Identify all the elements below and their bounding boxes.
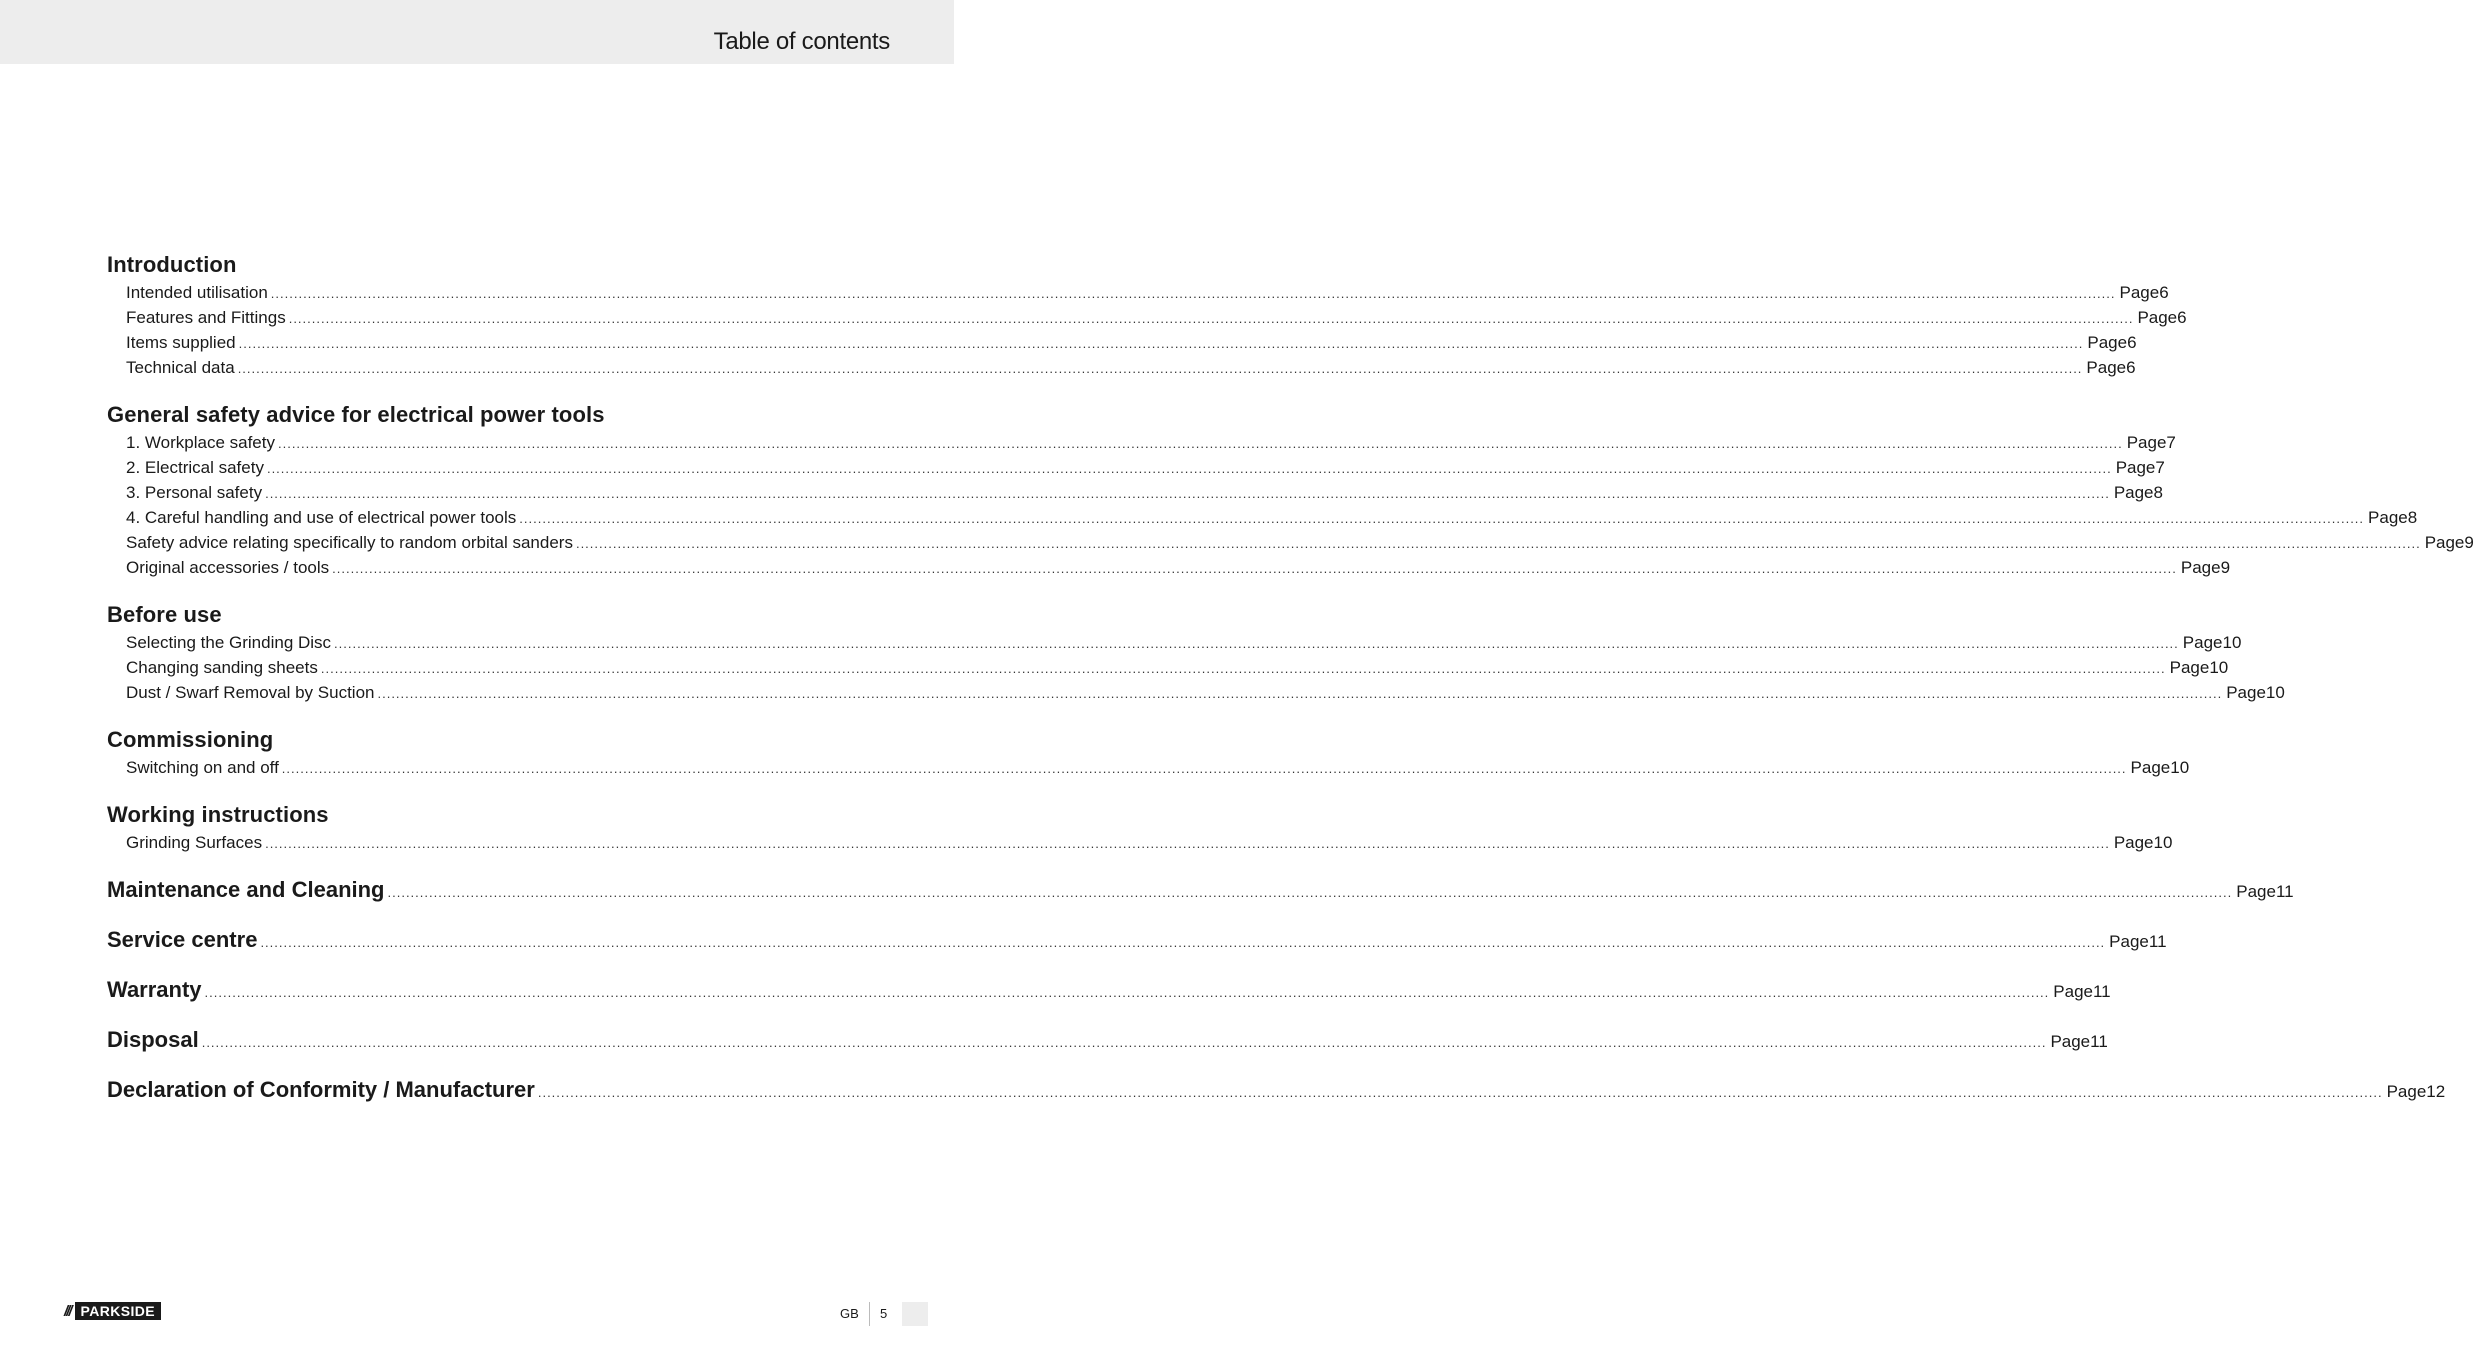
toc-sections [107, 250, 2474, 855]
header-band [0, 0, 954, 64]
parkside-logo [64, 1302, 161, 1320]
toc-entry [107, 330, 2137, 355]
toc-entry [107, 505, 2418, 530]
page-label: Page [2226, 683, 2266, 702]
dot-leader: ................................................................................................................................................................................................................................................................................................................................................................................................................ [266, 461, 2112, 476]
dot-leader: ................................................................................................................................................................................................................................................................................................................................................................................................................ [265, 486, 2110, 501]
entry-page-number: 10 [2170, 758, 2190, 777]
page-number: 5 [880, 1306, 888, 1321]
page-label: Page [2113, 833, 2154, 852]
section-heading: Before use [107, 602, 222, 627]
dot-leader: ................................................................................................................................................................................................................................................................................................................................................................................................................ [537, 1085, 2383, 1100]
language-code: GB [840, 1306, 859, 1321]
toc-entry [107, 630, 2242, 655]
dot-leader: ................................................................................................................................................................................................................................................................................................................................................................................................................ [265, 836, 2110, 851]
page-label: Page [2109, 932, 2149, 951]
entry-title: 1. Workplace safety [126, 433, 275, 452]
entry-page-number: 9 [2464, 533, 2474, 552]
toc-section [107, 725, 2190, 780]
toc-main-entry [107, 1075, 2446, 1105]
dot-leader: ................................................................................................................................................................................................................................................................................................................................................................................................................ [387, 885, 2233, 900]
entry-title: Grinding Surfaces [126, 833, 263, 852]
entry-title: Features and Fittings [126, 308, 286, 327]
page-label: Page [2050, 1032, 2091, 1051]
dot-leader: ................................................................................................................................................................................................................................................................................................................................................................................................................ [281, 761, 2127, 776]
main-entry-page-number: 11 [2090, 1032, 2108, 1051]
main-entry-title: Disposal [107, 1027, 199, 1052]
toc-section [107, 600, 2285, 705]
page-label: Page [2386, 1082, 2427, 1101]
page-label: Page [2424, 533, 2465, 552]
entry-title: Changing sanding sheets [126, 658, 318, 677]
entry-title: Dust / Swarf Removal by Suction [126, 683, 375, 702]
page-label: Page [2169, 658, 2210, 677]
section-heading: General safety advice for electrical power tools [107, 402, 605, 427]
toc-entry [107, 455, 2165, 480]
page-label: Page [2182, 633, 2223, 652]
entry-page-number: 6 [2177, 308, 2187, 327]
dot-leader: ................................................................................................................................................................................................................................................................................................................................................................................................................ [260, 935, 2106, 950]
toc-main-entries [107, 875, 2446, 1105]
dot-leader: ................................................................................................................................................................................................................................................................................................................................................................................................................ [237, 361, 2083, 376]
entry-page-number: 7 [2155, 458, 2165, 477]
logo-text: PARKSIDE [75, 1302, 162, 1320]
entry-title: Selecting the Grinding Disc [126, 633, 332, 652]
main-entry-title: Service centre [107, 927, 258, 952]
dot-leader: ................................................................................................................................................................................................................................................................................................................................................................................................................ [277, 436, 2123, 451]
section-heading: Working instructions [107, 802, 329, 827]
toc-main-entry [107, 975, 2111, 1005]
entry-page-number: 10 [2209, 658, 2229, 677]
page-label: Page [2368, 508, 2408, 527]
dot-leader: ................................................................................................................................................................................................................................................................................................................................................................................................................ [334, 636, 2179, 651]
toc-entry [107, 530, 2474, 555]
dot-leader: ................................................................................................................................................................................................................................................................................................................................................................................................................ [201, 1035, 2047, 1050]
entry-page-number: 6 [2126, 358, 2136, 377]
dot-leader: ................................................................................................................................................................................................................................................................................................................................................................................................................ [519, 511, 2365, 526]
footer-square [902, 1302, 928, 1326]
dot-leader: ................................................................................................................................................................................................................................................................................................................................................................................................................ [238, 336, 2084, 351]
toc-entry [107, 755, 2190, 780]
entry-page-number: 6 [2127, 333, 2137, 352]
page-label: Page [2137, 308, 2178, 327]
toc-entry [107, 355, 2136, 380]
section-heading: Commissioning [107, 727, 274, 752]
toc-entry [107, 305, 2187, 330]
dot-leader: ................................................................................................................................................................................................................................................................................................................................................................................................................ [320, 661, 2166, 676]
toc-entry [107, 430, 2176, 455]
toc-entry [107, 680, 2285, 705]
entry-page-number: 10 [2222, 633, 2242, 652]
page-label: Page [2115, 458, 2156, 477]
toc-entry [107, 280, 2169, 305]
logo-slashes: /// [64, 1302, 71, 1320]
toc-section [107, 250, 2187, 380]
toc-main-entry [107, 875, 2294, 905]
toc-entry [107, 480, 2163, 505]
dot-leader: ................................................................................................................................................................................................................................................................................................................................................................................................................ [377, 686, 2223, 701]
entry-page-number: 8 [2153, 483, 2163, 502]
dot-leader: ................................................................................................................................................................................................................................................................................................................................................................................................................ [575, 536, 2421, 551]
page-label: Page [2236, 882, 2276, 901]
entry-page-number: 10 [2265, 683, 2285, 702]
entry-title: Items supplied [126, 333, 236, 352]
toc-entry [107, 655, 2229, 680]
main-entry-page-number: 11 [2148, 932, 2167, 951]
toc-section [107, 800, 2173, 855]
main-entry-page-number: 11 [2275, 882, 2294, 901]
dot-leader: ................................................................................................................................................................................................................................................................................................................................................................................................................ [270, 286, 2116, 301]
main-entry-page-number: 11 [2092, 982, 2111, 1001]
page-label: Page [2119, 283, 2160, 302]
page-label: Page [2113, 483, 2154, 502]
entry-title: Switching on and off [126, 758, 279, 777]
main-entry-page-number: 12 [2426, 1082, 2446, 1101]
entry-title: 2. Electrical safety [126, 458, 264, 477]
toc-main-entry [107, 1025, 2108, 1055]
toc-entry [107, 830, 2173, 855]
main-entry-title: Warranty [107, 977, 202, 1002]
entry-page-number: 6 [2159, 283, 2169, 302]
section-heading: Introduction [107, 252, 237, 277]
dot-leader: ................................................................................................................................................................................................................................................................................................................................................................................................................ [288, 311, 2134, 326]
entry-page-number: 8 [2407, 508, 2418, 527]
toc-entry [107, 555, 2231, 580]
entry-title: Intended utilisation [126, 283, 268, 302]
footer-divider [869, 1302, 870, 1326]
page-label: Page [2180, 558, 2221, 577]
main-entry-title: Declaration of Conformity / Manufacturer [107, 1077, 535, 1102]
entry-title: Safety advice relating specifically to random orbital sanders [126, 533, 573, 552]
page-label: Page [2086, 358, 2127, 377]
entry-page-number: 10 [2153, 833, 2173, 852]
page-label: Page [2126, 433, 2167, 452]
page-title: Table of contents [713, 28, 890, 55]
main-entry-title: Maintenance and Cleaning [107, 877, 385, 902]
table-of-contents [107, 250, 2474, 1125]
entry-page-number: 9 [2220, 558, 2231, 577]
page-label: Page [2087, 333, 2128, 352]
toc-main-entry [107, 925, 2167, 955]
page-label: Page [2130, 758, 2171, 777]
page-label: Page [2053, 982, 2093, 1001]
entry-title: 3. Personal safety [126, 483, 263, 502]
dot-leader: ................................................................................................................................................................................................................................................................................................................................................................................................................ [204, 985, 2050, 1000]
dot-leader: ................................................................................................................................................................................................................................................................................................................................................................................................................ [332, 561, 2177, 576]
entry-title: Original accessories / tools [126, 558, 330, 577]
toc-section [107, 400, 2474, 580]
entry-page-number: 7 [2166, 433, 2176, 452]
entry-title: Technical data [126, 358, 235, 377]
entry-title: 4. Careful handling and use of electrical power tools [126, 508, 517, 527]
